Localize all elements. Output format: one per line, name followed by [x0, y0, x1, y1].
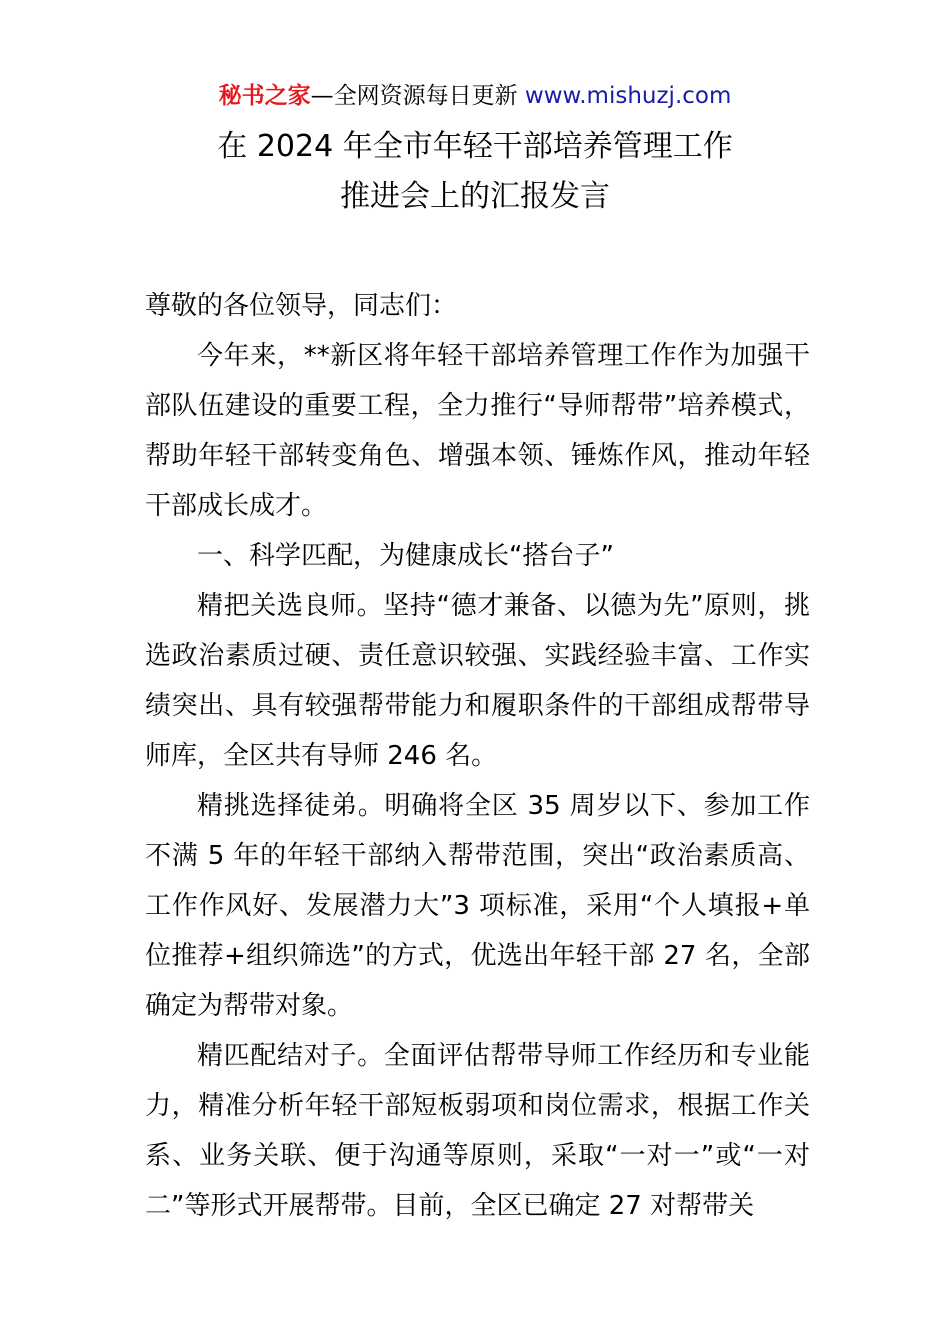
site-url[interactable]: www.mishuzj.com: [524, 83, 732, 109]
salutation: 尊敬的各位领导，同志们：: [145, 291, 458, 321]
document-title-line2: 推进会上的汇报发言: [340, 179, 610, 214]
section-heading: 一、科学匹配，为健康成长“搭台子”: [197, 541, 614, 571]
body-paragraph: 精匹配结对子。全面评估帮带导师工作经历和专业能力，精准分析年轻干部短板弱项和岗位需求，根据工作关系、业务关联、便于沟通等原则，采取“一对一”或“一对二”等形式开展帮带。目前，全区已确定 27 对帮带关: [145, 1041, 810, 1221]
intro-paragraph: 今年来，**新区将年轻干部培养管理工作作为加强干部队伍建设的重要工程，全力推行“导师帮带”培养模式，帮助年轻干部转变角色、增强本领、锤炼作风，推动年轻干部成长成才。: [145, 341, 810, 521]
brand-name: 秘书之家: [218, 83, 311, 109]
body-paragraph: 精挑选择徒弟。明确将全区 35 周岁以下、参加工作不满 5 年的年轻干部纳入帮带范围，突出“政治素质高、工作作风好、发展潜力大”3 项标准，采用“个人填报+单位推荐+组织筛选”的方式，优选出年轻干部 27 名，全部确定为帮带对象。: [145, 791, 810, 1021]
body-paragraph: 精把关选良师。坚持“德才兼备、以德为先”原则，挑选政治素质过硬、责任意识较强、实践经验丰富、工作实绩突出、具有较强帮带能力和履职条件的干部组成帮带导师库，全区共有导师 246 名。: [145, 591, 810, 771]
header-tagline: 全网资源每日更新: [333, 83, 518, 109]
site-header: [0, 80, 950, 112]
header-dash: —: [310, 83, 334, 109]
document-body: [145, 281, 810, 1231]
document-title-line1: 在 2024 年全市年轻干部培养管理工作: [217, 129, 733, 164]
